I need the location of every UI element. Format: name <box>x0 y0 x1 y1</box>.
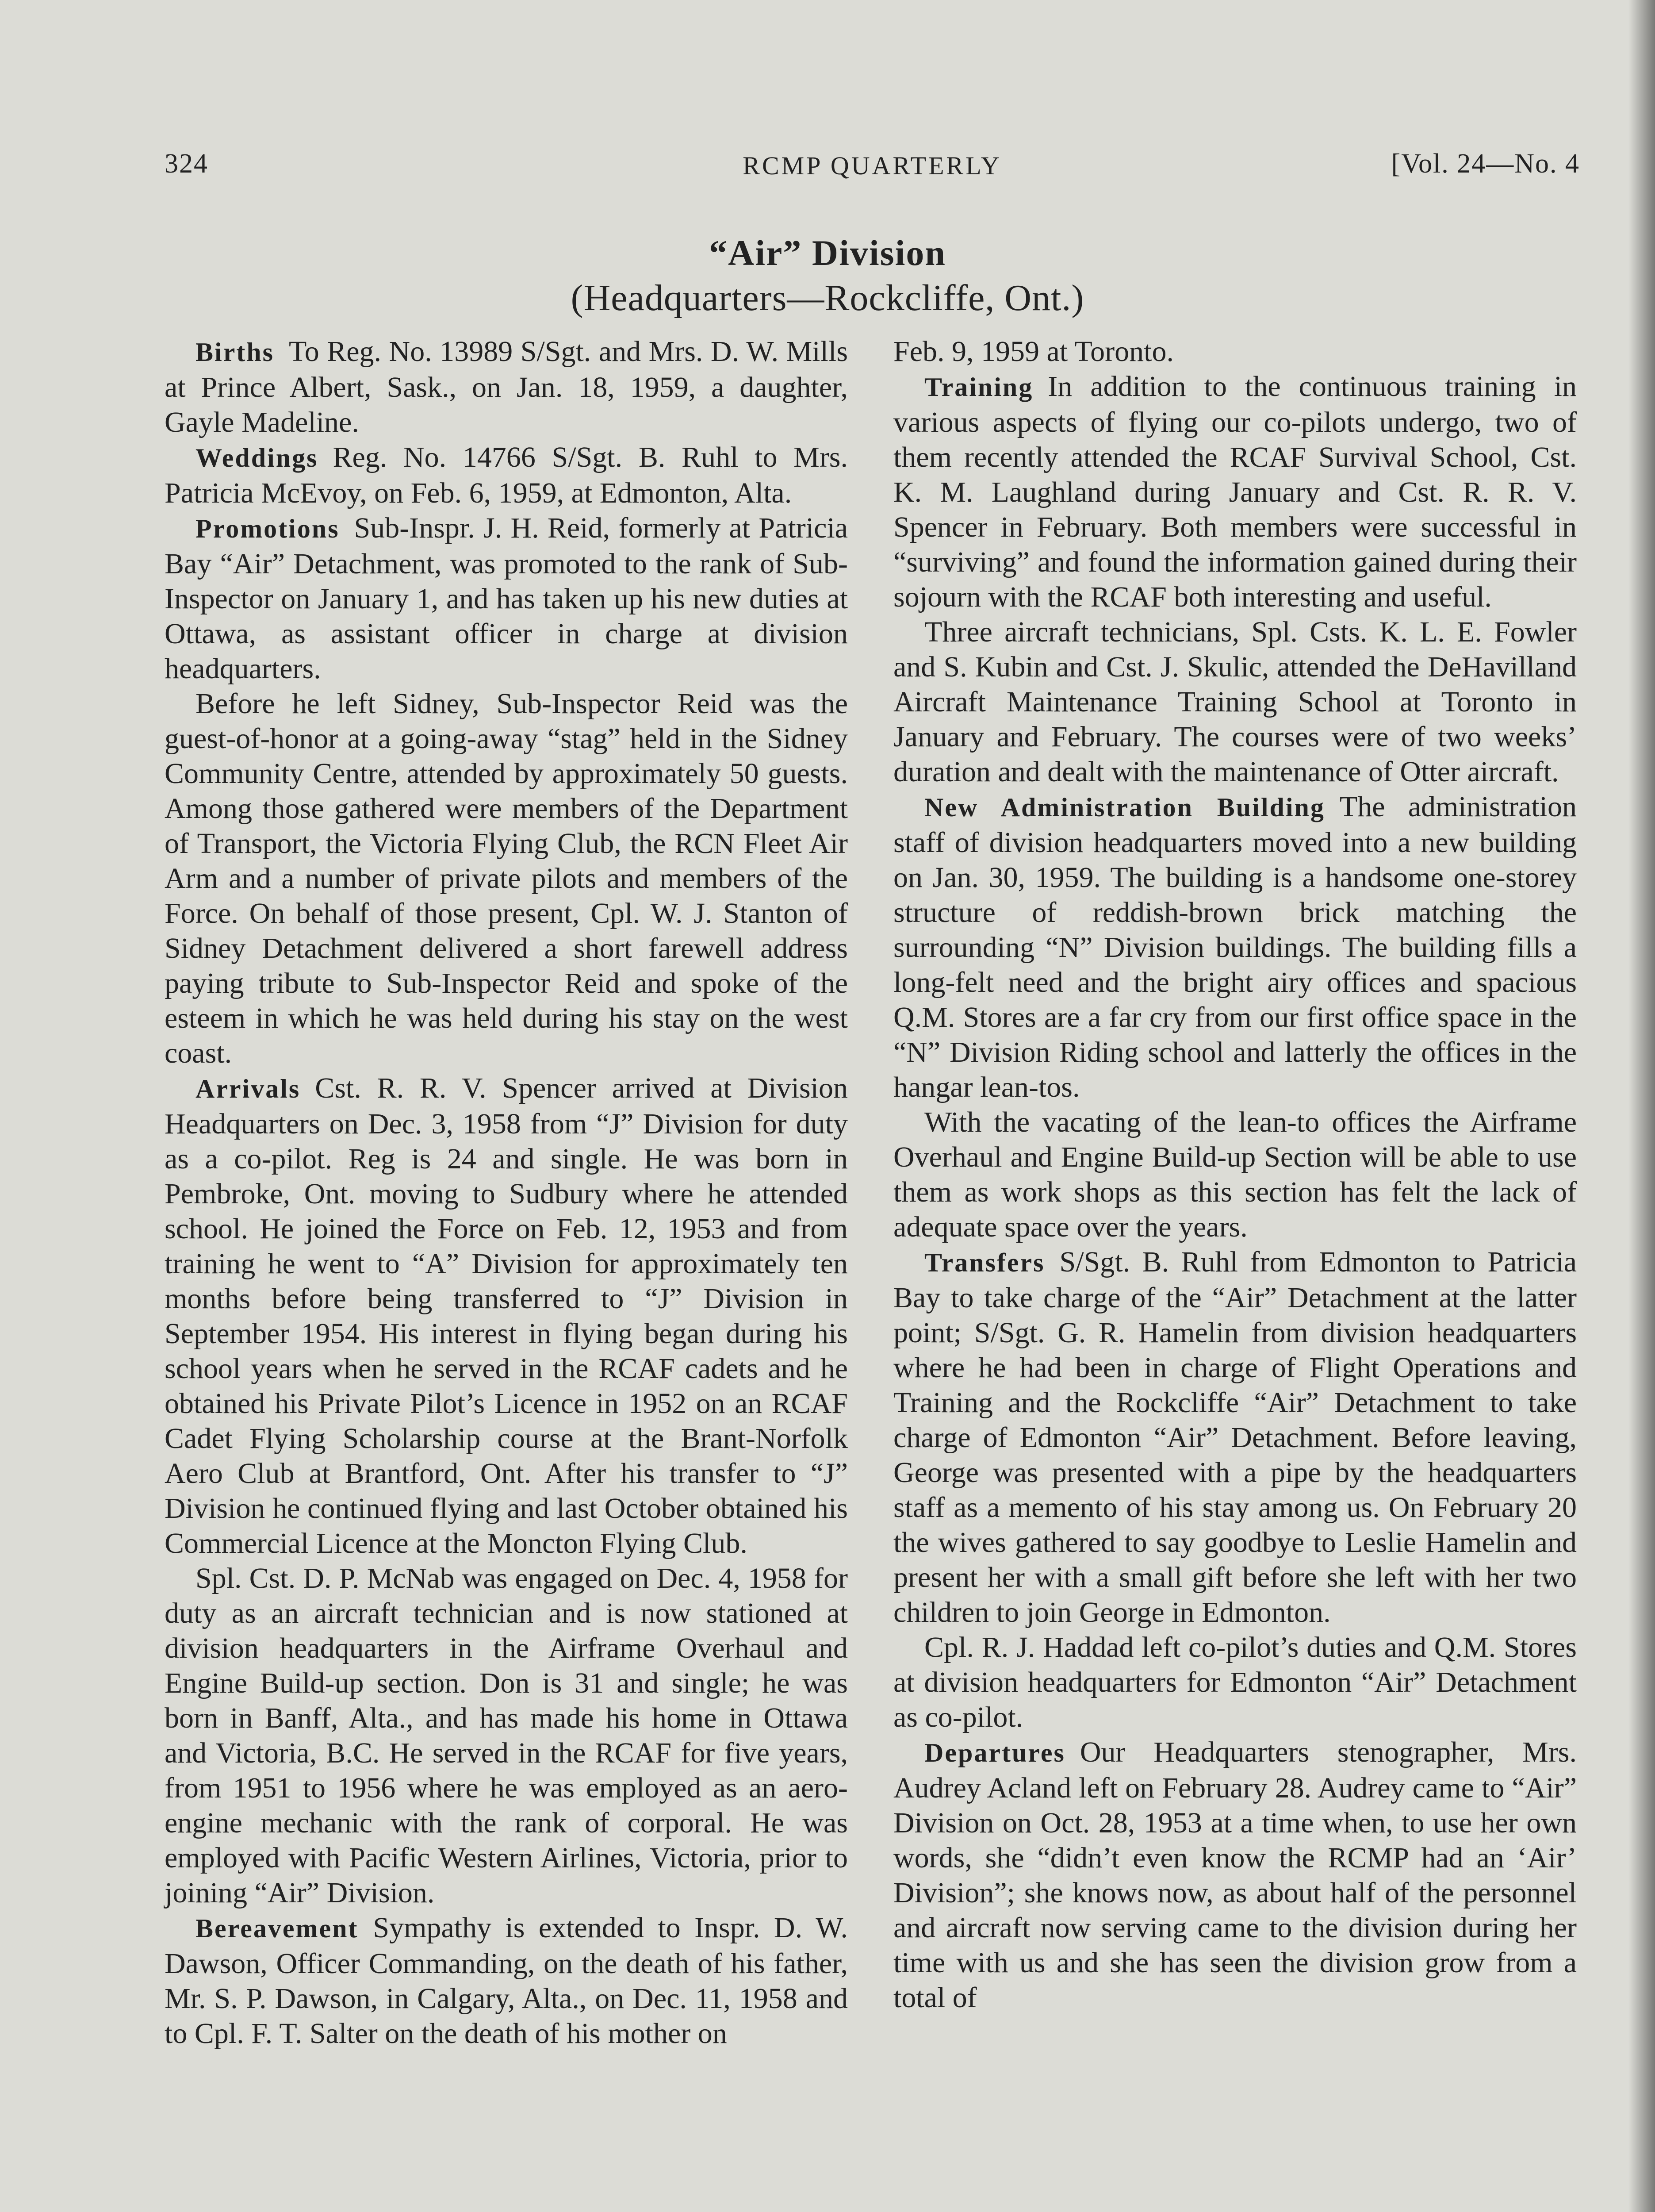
paragraph-text: Spl. Cst. D. P. McNab was engaged on Dec. 4, 1958 for duty as an aircraft technician and is now stationed at division headquarters in the Airframe Overhaul and Engine Build-up section. Don is 31 and single; he was born in Banff, Alta., and has made his home in Ottawa and Victoria, B.C. He served in the RCAF for five years, from 1951 to 1956 where he was employed as an aero-engine mechanic with the rank of corporal. He was employed with Pacific Western Airlines, Victoria, prior to joining “Air” Division. <box>165 1562 848 1909</box>
paragraph-text: Before he left Sidney, Sub-Inspector Reid was the guest-of-honor at a going-away “stag” held in the Sidney Community Centre, attended by approximately 50 guests. Among those gathered were members of the Department of Transport, the Victoria Flying Club, the RCN Fleet Air Arm and a number of private pilots and members of the Force. On behalf of those present, Cpl. W. J. Stanton of Sidney Detachment delivered a short farewell address paying tribute to Sub-Inspector Reid and spoke of the esteem in which he was held during his stay on the west coast. <box>165 687 848 1069</box>
paragraph-text: Cst. R. R. V. Spencer arrived at Division Headquarters on Dec. 3, 1958 from “J” Division for duty as a co-pilot. Reg is 24 and single. He was born in Pembroke, Ont. moving to Sudbury where he attended school. He joined the Force on Feb. 12, 1953 and from training he went to “A” Division for approximately ten months before being transferred to “J” Division in September 1954. His interest in flying began during his school years when he served in the RCAF cadets and he obtained his Private Pilot’s Licence in 1952 on an RCAF Cadet Flying Scholarship course at the Brant-Norfolk Aero Club at Brantford, Ont. After his transfer to “J” Division he continued flying and last October obtained his Commercial Licence at the Moncton Flying Club. <box>165 1072 848 1559</box>
paragraph-text: Cpl. R. J. Haddad left co-pilot’s duties and Q.M. Stores at division headquarters for Edmonton “Air” Detachment as co-pilot. <box>893 1631 1577 1733</box>
section-heading: New Administration Building <box>924 793 1325 822</box>
section-heading: Weddings <box>195 443 318 472</box>
paragraph-text: Three aircraft technicians, Spl. Csts. K. L. E. Fowler and S. Kubin and Cst. J. Skulic, attended the DeHavilland Aircraft Maintenance Training School at Toronto in January and February. The courses were of two weeks’ duration and dealt with the maintenance of Otter aircraft. <box>893 616 1577 788</box>
section-heading: Transfers <box>924 1248 1045 1277</box>
paragraph-text: Feb. 9, 1959 at Toronto. <box>893 335 1174 368</box>
paragraph <box>893 369 1577 614</box>
paragraph-text: Our Headquarters stenographer, Mrs. Audrey Acland left on February 28. Audrey came to “Air” Division on Oct. 28, 1953 at a time when, to use her own words, she “didn’t even know the RCMP had an ‘Air’ Division”; she knows now, as about half of the personnel and aircraft now serving came to the division during her time with us and she has seen the division grow from a total of <box>893 1736 1577 2014</box>
paragraph-text: The administration staff of division headquarters moved into a new building on Jan. 30, 1959. The building is a handsome one-storey structure of reddish-brown brick matching the surrounding “N” Division buildings. The building fills a long-felt need and the bright airy offices and spacious Q.M. Stores are a far cry from our first office space in the “N” Division Riding school and latterly the offices in the hangar lean-tos. <box>893 791 1577 1103</box>
article-subtitle: (Headquarters—Rockcliffe, Ont.) <box>571 277 1084 319</box>
running-header <box>165 148 1580 188</box>
section-heading: Promotions <box>195 514 340 543</box>
paragraph-text: Sympathy is extended to Inspr. D. W. Dawson, Officer Commanding, on the death of his father, Mr. S. P. Dawson, in Calgary, Alta., on Dec. 11, 1958 and to Cpl. F. T. Salter on the death of his mother on <box>165 1912 848 2050</box>
journal-title: RCMP QUARTERLY <box>743 151 1002 180</box>
paragraph-text: To Reg. No. 13989 S/Sgt. and Mrs. D. W. Mills at Prince Albert, Sask., on Jan. 18, 1959, a daughter, Gayle Madeline. <box>165 335 848 438</box>
paragraph <box>893 789 1577 1105</box>
paragraph <box>893 334 1577 369</box>
paragraph <box>165 334 848 440</box>
page-edge-shadow <box>1628 0 1655 2212</box>
paragraph-text: Sub-Inspr. J. H. Reid, formerly at Patricia Bay “Air” Detachment, was promoted to the rank of Sub-Inspector on January 1, and has taken up his new duties at Ottawa, as assistant officer in charge at division headquarters. <box>165 512 848 685</box>
paragraph <box>893 1244 1577 1630</box>
paragraph <box>165 511 848 686</box>
paragraph-text: With the vacating of the lean-to offices the Airframe Overhaul and Engine Build-up Section will be able to use them as work shops as this section has felt the lack of adequate space over the years. <box>893 1106 1577 1243</box>
volume-number: [Vol. 24—No. 4 <box>1391 149 1580 179</box>
paragraph <box>165 1561 848 1910</box>
paragraph <box>165 686 848 1071</box>
paragraph <box>893 1105 1577 1244</box>
article-title: “Air” Division <box>709 233 946 273</box>
paragraph <box>893 614 1577 789</box>
paragraph-text: In addition to the continuous training in various aspects of flying our co-pilots undergo, two of them recently attended the RCAF Survival School, Cst. K. M. Laughland during January and Cst. R. R. V. Spencer in February. Both members were successful in “surviving” and found the information gained during their sojourn with the RCAF both interesting and useful. <box>893 370 1577 613</box>
section-heading: Bereavement <box>195 1914 359 1943</box>
paragraph-text: S/Sgt. B. Ruhl from Edmonton to Patricia Bay to take charge of the “Air” Detachment at the latter point; S/Sgt. G. R. Hamelin from division headquarters where he had been in charge of Flight Operations and Training and the Rockcliffe “Air” Detachment to take charge of Edmonton “Air” Detachment. Before leaving, George was presented with a pipe by the headquarters staff as a memento of his stay among us. On February 20 the wives gathered to say goodbye to Leslie Hamelin and present her with a small gift before she left with her two children to join George in Edmonton. <box>893 1246 1577 1628</box>
section-heading: Departures <box>924 1738 1065 1767</box>
page-number: 324 <box>165 149 208 179</box>
section-heading: Births <box>195 338 275 367</box>
paragraph <box>893 1630 1577 1735</box>
left-column <box>165 334 848 2051</box>
paragraph <box>893 1735 1577 2015</box>
paragraph <box>165 440 848 511</box>
paragraph <box>165 1071 848 1561</box>
paragraph <box>165 1910 848 2051</box>
section-heading: Training <box>924 373 1034 402</box>
paragraph-text: Reg. No. 14766 S/Sgt. B. Ruhl to Mrs. Patricia McEvoy, on Feb. 6, 1959, at Edmonton, Alta. <box>165 441 848 509</box>
section-heading: Arrivals <box>195 1074 301 1103</box>
right-column <box>893 334 1577 2015</box>
